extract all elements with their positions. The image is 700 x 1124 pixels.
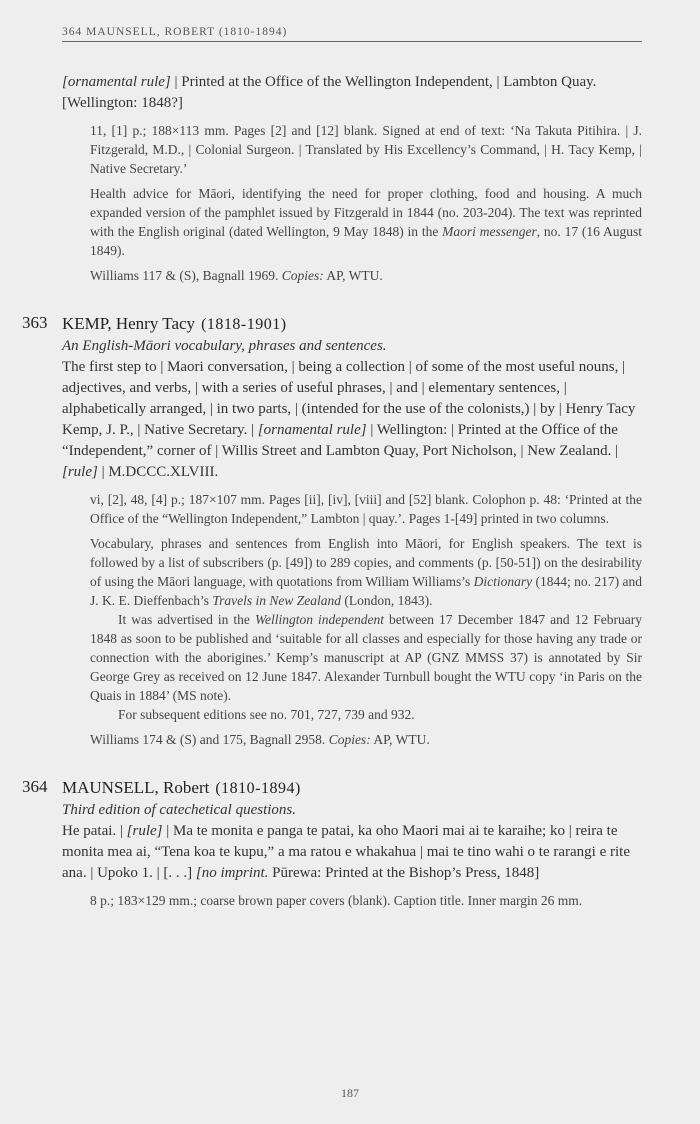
entry-362-references: [90, 266, 642, 285]
copies-label: Copies:: [328, 732, 371, 747]
page-content: [22, 72, 642, 910]
transcription-rule-2: [rule]: [62, 464, 98, 480]
note-text-end: (London, 1843).: [340, 593, 433, 608]
note-text-end: , no. 17 (16 August 1849).: [90, 224, 642, 258]
transcription-text: | Printed at the Office of the Wellington Independent, | Lambton Quay. [Wellington: 1848?]: [62, 74, 597, 111]
note-text: It was advertised in the: [118, 612, 255, 627]
entry-heading: [62, 777, 642, 800]
transcription-text-2: | Ma te monita e panga te patai, ka oho Maori mai ai te karaihe; ko | reira te monita mea ai, “Tena koa te kupu,” a ma ratou e whakahua | mai te tino wahi o te rarangi e rite ana. | Upoko 1. | [. . .]: [62, 823, 630, 881]
transcription-rule: [ornamental rule]: [257, 422, 367, 438]
entry-transcription: [62, 821, 642, 884]
copies-text: AP, WTU.: [323, 268, 383, 283]
entry-363-note-c: For subsequent editions see no. 701, 727, 739 and 932.: [118, 707, 415, 722]
note-italic: Maori messenger: [442, 224, 537, 239]
transcription-text: The first step to | Maori conversation, | being a collection | of some of the most useful nouns, | adjectives, and verbs, | with a series of useful phrases, | and | elementary sentences, | alphabetically arranged, | in two parts, | (intended for the use of the colonists,) | by | Henry Tacy Kemp, J. P., | Native Secretary. |: [62, 359, 636, 438]
note-text-mid: (1844; no. 217) and J. K. E. Dieffenbach’s: [90, 574, 642, 608]
entry-364-collation: 8 p.; 183×129 mm.; coarse brown paper covers (blank). Caption title. Inner margin 26 mm.: [90, 893, 583, 908]
transcription-rule: [rule]: [126, 823, 163, 839]
entry-362-continued: [22, 72, 642, 285]
author-name: KEMP, Henry Tacy: [62, 314, 196, 333]
transcription-text-2: | Wellington: | Printed at the Office of the “Independent,” corner of | Willis Street and Lambton Quay, Port Nicholson, | New Zealand. |: [62, 422, 619, 459]
entry-number: 364: [22, 777, 48, 796]
note-italic: Dictionary: [473, 574, 533, 589]
note-text: Health advice for Māori, identifying the need for proper clothing, food and housing. A much expanded version of the pamphlet issued by Fitzgerald in 1844 (no. 203-204). The text was reprinted with the English original (dated Wellington, 9 May 1848) in the: [90, 186, 642, 239]
entry-title: An English-Māori vocabulary, phrases and sentences.: [62, 338, 387, 354]
running-head: 364 MAUNSELL, ROBERT (1810-1894): [62, 26, 288, 38]
entry-363: [22, 313, 642, 749]
transcription-text-3: Pūrewa: Printed at the Bishop’s Press, 1848]: [268, 865, 540, 881]
entry-363-note-a: [90, 534, 642, 610]
note-text-end: between 17 December 1847 and 12 February 1848 as soon to be published and ‘suitable for all classes and especially for those having any trade or connection with the aborigines.’ Kemp’s manuscript at AP (GNZ MMSS 37) is annotated by Sir George Grey as received on 12 June 1847. Alexander Turnbull bought the WTU copy ‘in Paris on the Quais in 1884’ (MS note).: [90, 612, 642, 703]
entry-364-header: [62, 777, 642, 884]
note-text: Vocabulary, phrases and sentences from English into Māori, for English speakers. The text is followed by a list of subscribers (p. [49]) to 289 copies, and comments (p. [50-51]) on the desirability of using the Māori language, with quotations from William Williams’s: [90, 536, 642, 589]
entry-362-note: [90, 184, 642, 260]
entry-363-references: [90, 730, 642, 749]
transcription-italic: [no imprint.: [195, 865, 269, 881]
page-number: 187: [341, 1086, 359, 1100]
note-italic-2: Travels in New Zealand: [212, 593, 341, 608]
ornamental-rule-text: [ornamental rule]: [62, 74, 171, 90]
refs-text: Williams 174 & (S) and 175, Bagnall 2958.: [90, 732, 329, 747]
entry-364: [22, 777, 642, 910]
entry-363-collation: vi, [2], 48, [4] p.; 187×107 mm. Pages [ii], [iv], [viii] and [52] blank. Colophon p. 48: ‘Printed at the Office of the “Wellington Independent,” Lambton | quay.’. Pages 1-[49] printed in two columns.: [90, 492, 642, 526]
transcription-text-3: | M.DCCC.XLVIII.: [97, 464, 219, 480]
entry-363-notes: [90, 490, 642, 749]
author-name: MAUNSELL, Robert: [62, 778, 210, 797]
entry-number: 363: [22, 313, 48, 332]
transcription-text: He patai. |: [62, 823, 127, 839]
entry-363-header: [62, 313, 642, 483]
refs-text: Williams 117 & (S), Bagnall 1969.: [90, 268, 282, 283]
copies-label: Copies:: [281, 268, 324, 283]
header-rule: [62, 41, 642, 42]
entry-363-note-b: [90, 610, 642, 705]
entry-heading: [62, 313, 642, 336]
author-dates: (1810-1894): [215, 780, 301, 797]
copies-text: AP, WTU.: [370, 732, 430, 747]
entry-transcription: [62, 357, 642, 483]
entry-362-collation: 11, [1] p.; 188×113 mm. Pages [2] and [12] blank. Signed at end of text: ‘Na Takuta Pitihira. | J. Fitzgerald, M.D., | Colonial Surgeon. | Translated by His Excellency’s Command, | H. Tacy Kemp, | Native Secretary.’: [90, 123, 642, 176]
author-dates: (1818-1901): [201, 316, 287, 333]
entry-364-notes: [90, 891, 642, 910]
entry-362-transcription: [62, 72, 642, 114]
note-italic: Wellington independent: [254, 612, 384, 627]
entry-title: Third edition of catechetical questions.: [62, 802, 296, 818]
entry-362-notes: [90, 121, 642, 285]
